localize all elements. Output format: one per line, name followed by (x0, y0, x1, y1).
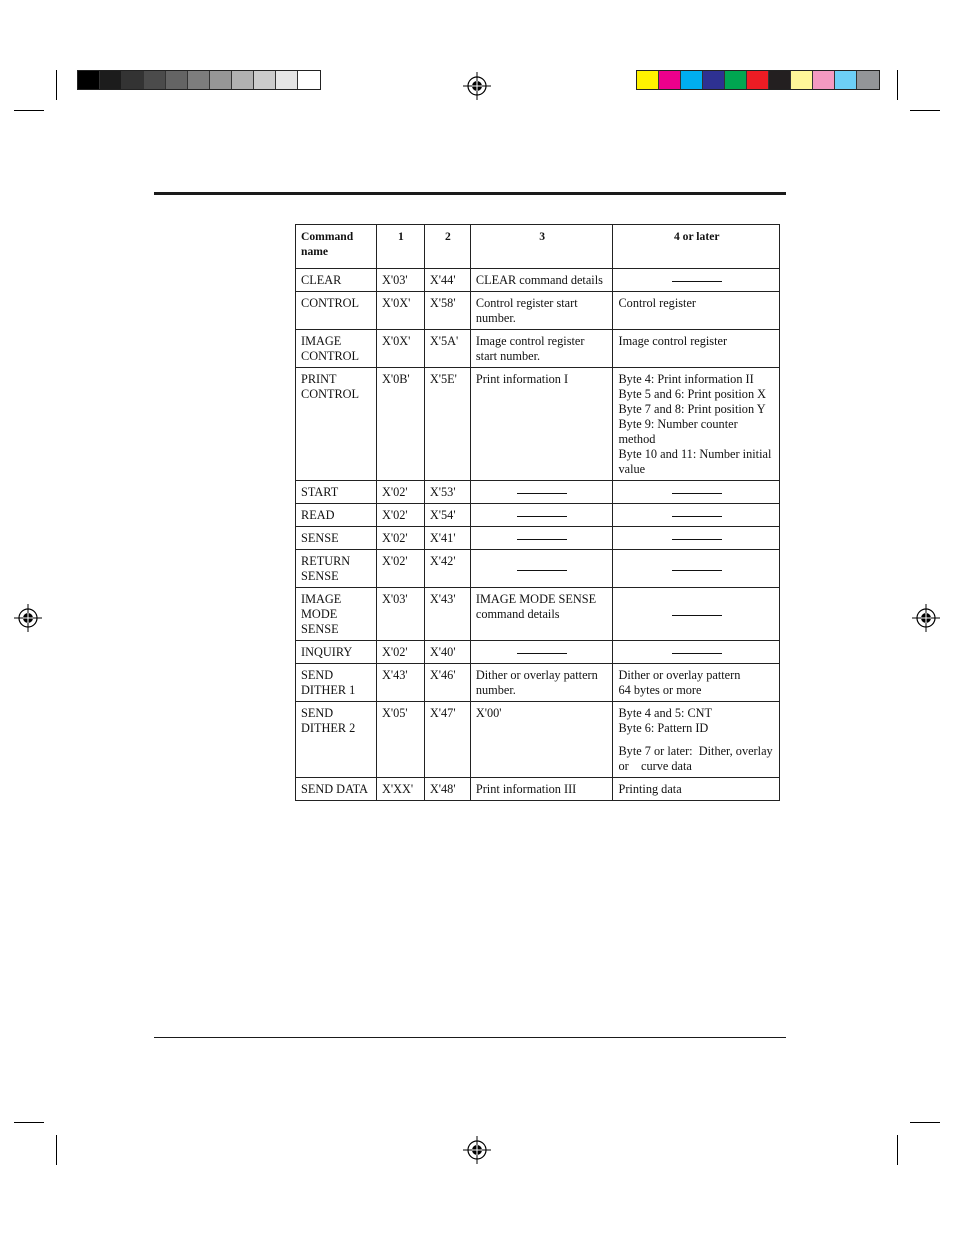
not-applicable-line (517, 516, 567, 517)
byte-1-cell: X'05' (376, 702, 424, 778)
crop-mark (14, 1122, 44, 1123)
color-swatch (769, 71, 791, 89)
byte-3-cell: Image control register start number. (470, 330, 613, 368)
byte-1-cell: X'03' (376, 269, 424, 292)
color-swatch (100, 71, 122, 89)
byte-1-cell: X'XX' (376, 778, 424, 801)
byte-4-cell (613, 702, 780, 778)
byte-4-cell (613, 664, 780, 702)
crop-mark (56, 1135, 57, 1165)
table-row (296, 550, 780, 588)
byte-2-cell: X'47' (424, 702, 470, 778)
byte-3-cell (470, 641, 613, 664)
byte-1-cell: X'02' (376, 641, 424, 664)
byte-4-line: Byte 9: Number counter method (618, 417, 738, 446)
byte-4-cell: Image control register (613, 330, 780, 368)
byte-2-cell: X'58' (424, 292, 470, 330)
byte-4-line: Byte 4: Print information II (618, 372, 754, 386)
header-byte-1: 1 (376, 225, 424, 269)
table-row (296, 664, 780, 702)
table-row (296, 292, 780, 330)
command-name-cell: READ (296, 504, 377, 527)
table-row (296, 481, 780, 504)
command-name-cell: CONTROL (296, 292, 377, 330)
header-byte-3: 3 (470, 225, 613, 269)
byte-3-cell (470, 550, 613, 588)
table-header-row (296, 225, 780, 269)
byte-1-cell: X'0X' (376, 292, 424, 330)
byte-4-cell (613, 588, 780, 641)
byte-2-cell: X'5A' (424, 330, 470, 368)
not-applicable-line (517, 539, 567, 540)
byte-3-cell (470, 527, 613, 550)
byte-1-cell: X'02' (376, 527, 424, 550)
not-applicable-line (517, 653, 567, 654)
color-swatch (276, 71, 298, 89)
byte-3-cell: Print information I (470, 368, 613, 481)
process-color-bar (636, 70, 880, 90)
crop-mark (910, 1122, 940, 1123)
registration-mark-icon (14, 604, 42, 632)
footer-rule (154, 1037, 786, 1038)
byte-4-line: Byte 7 or later: Dither, overlay or curve data (618, 744, 776, 773)
header-rule (154, 192, 786, 195)
byte-4-line: Byte 10 and 11: Number initial value (618, 447, 772, 476)
color-swatch (681, 71, 703, 89)
byte-4-line: Byte 6: Pattern ID (618, 721, 709, 735)
byte-4-cell (613, 504, 780, 527)
not-applicable-line (672, 653, 722, 654)
byte-2-cell: X'42' (424, 550, 470, 588)
header-byte-4: 4 or later (613, 225, 780, 269)
not-applicable-line (672, 516, 722, 517)
color-swatch (813, 71, 835, 89)
crop-mark (14, 110, 44, 111)
byte-3-cell (470, 481, 613, 504)
byte-3-cell: X'00' (470, 702, 613, 778)
byte-1-cell: X'02' (376, 481, 424, 504)
color-swatch (637, 71, 659, 89)
byte-2-cell: X'43' (424, 588, 470, 641)
command-name-cell: START (296, 481, 377, 504)
color-swatch (857, 71, 879, 89)
grayscale-color-bar (77, 70, 321, 90)
byte-1-cell: X'02' (376, 550, 424, 588)
byte-3-cell: Print information III (470, 778, 613, 801)
byte-4-line: Byte 7 and 8: Print position Y (618, 402, 766, 416)
command-name-cell: IMAGE MODE SENSE (296, 588, 377, 641)
color-swatch (188, 71, 210, 89)
crop-mark (897, 1135, 898, 1165)
color-swatch (232, 71, 254, 89)
byte-4-line: 64 bytes or more (618, 683, 702, 697)
byte-2-cell: X'46' (424, 664, 470, 702)
byte-3-cell (470, 504, 613, 527)
not-applicable-line (672, 281, 722, 282)
command-name-cell: SEND DATA (296, 778, 377, 801)
byte-4-line: Byte 5 and 6: Print position X (618, 387, 767, 401)
byte-4-cell (613, 527, 780, 550)
crop-mark (897, 70, 898, 100)
byte-3-cell: Control register start number. (470, 292, 613, 330)
byte-2-cell: X'48' (424, 778, 470, 801)
crop-mark (56, 70, 57, 100)
byte-4-line: Dither or overlay pattern (618, 668, 741, 682)
byte-4-cell (613, 269, 780, 292)
command-name-cell: CLEAR (296, 269, 377, 292)
table-row (296, 527, 780, 550)
not-applicable-line (672, 615, 722, 616)
table-row (296, 330, 780, 368)
byte-4-cell: Printing data (613, 778, 780, 801)
byte-4-cell (613, 368, 780, 481)
color-swatch (747, 71, 769, 89)
byte-1-cell: X'0B' (376, 368, 424, 481)
color-swatch (122, 71, 144, 89)
color-swatch (659, 71, 681, 89)
color-swatch (166, 71, 188, 89)
table-row (296, 588, 780, 641)
byte-4-cell: Control register (613, 292, 780, 330)
color-swatch (703, 71, 725, 89)
byte-1-cell: X'0X' (376, 330, 424, 368)
byte-2-cell: X'54' (424, 504, 470, 527)
byte-4-line: Byte 4 and 5: CNT (618, 706, 713, 720)
byte-2-cell: X'44' (424, 269, 470, 292)
command-name-cell: RETURN SENSE (296, 550, 377, 588)
color-swatch (298, 71, 320, 89)
header-byte-2: 2 (424, 225, 470, 269)
byte-2-cell: X'5E' (424, 368, 470, 481)
command-name-cell: IMAGE CONTROL (296, 330, 377, 368)
command-name-cell: SENSE (296, 527, 377, 550)
byte-4-cell (613, 641, 780, 664)
command-name-cell: SEND DITHER 1 (296, 664, 377, 702)
table-row (296, 504, 780, 527)
byte-3-cell: Dither or overlay pattern number. (470, 664, 613, 702)
not-applicable-line (672, 493, 722, 494)
byte-1-cell: X'43' (376, 664, 424, 702)
byte-1-cell: X'02' (376, 504, 424, 527)
byte-4-cell (613, 481, 780, 504)
not-applicable-line (672, 570, 722, 571)
color-swatch (791, 71, 813, 89)
table-row (296, 778, 780, 801)
command-table (295, 224, 780, 801)
table-row (296, 641, 780, 664)
byte-2-cell: X'40' (424, 641, 470, 664)
color-swatch (144, 71, 166, 89)
byte-1-cell: X'03' (376, 588, 424, 641)
byte-2-cell: X'53' (424, 481, 470, 504)
crop-mark (910, 110, 940, 111)
command-name-cell: PRINT CONTROL (296, 368, 377, 481)
command-name-cell: INQUIRY (296, 641, 377, 664)
command-name-cell: SEND DITHER 2 (296, 702, 377, 778)
byte-3-cell: CLEAR command details (470, 269, 613, 292)
registration-mark-icon (912, 604, 940, 632)
color-swatch (835, 71, 857, 89)
byte-2-cell: X'41' (424, 527, 470, 550)
byte-3-cell: IMAGE MODE SENSE command details (470, 588, 613, 641)
table-row (296, 702, 780, 778)
table-row (296, 269, 780, 292)
color-swatch (725, 71, 747, 89)
not-applicable-line (517, 570, 567, 571)
registration-mark-icon (463, 72, 491, 100)
table-row (296, 368, 780, 481)
color-swatch (210, 71, 232, 89)
header-command-name: Command name (296, 225, 377, 269)
registration-mark-icon (463, 1136, 491, 1164)
not-applicable-line (672, 539, 722, 540)
color-swatch (254, 71, 276, 89)
color-swatch (78, 71, 100, 89)
not-applicable-line (517, 493, 567, 494)
byte-4-cell (613, 550, 780, 588)
